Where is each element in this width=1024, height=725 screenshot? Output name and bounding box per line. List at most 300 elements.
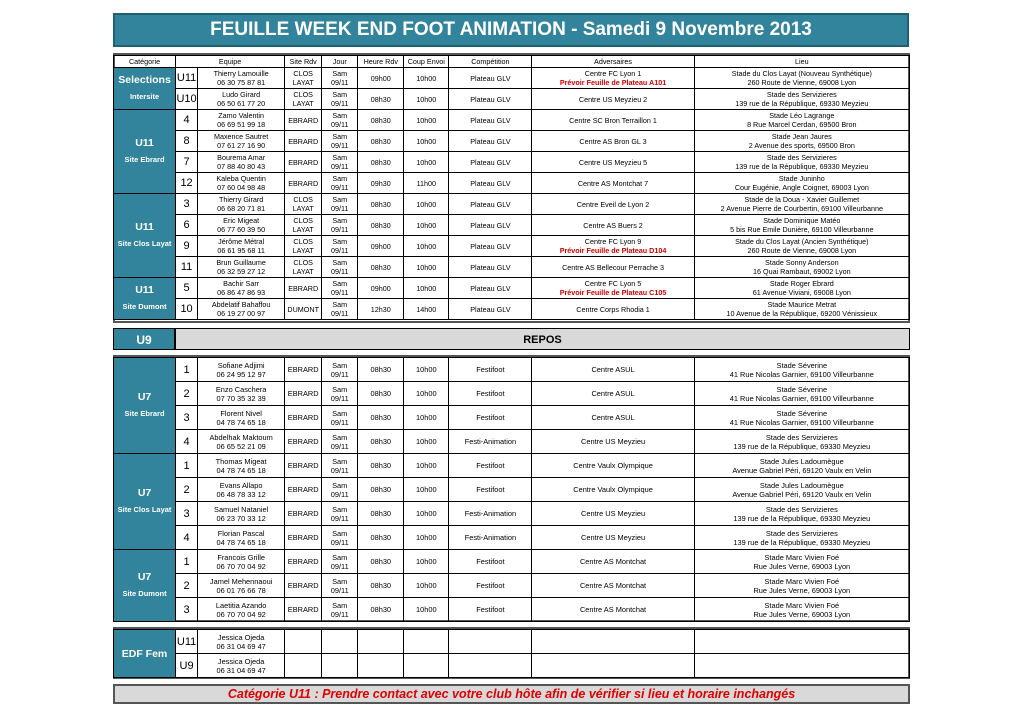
equipe-line2: 06 50 61 77 20 <box>217 99 266 108</box>
equipe-cell <box>198 550 285 574</box>
adversaire-line1: Centre SC Bron Terraillon 1 <box>569 115 657 125</box>
coup-envoi-cell: 10h00 <box>404 89 449 110</box>
lieu-line1: Stade Dominique Matéo <box>763 216 841 225</box>
jour-line1: Sam <box>332 360 348 370</box>
adversaire-line1: Centre ASUL <box>591 365 635 374</box>
team-number: 4 <box>176 110 198 131</box>
equipe-line1: Kaleba Quentin <box>216 174 266 183</box>
jour-cell <box>322 236 358 257</box>
lieu-line1: Stade Roger Ebrard <box>769 279 834 288</box>
adversaires-cell <box>532 68 694 89</box>
site-line2: LAYAT <box>292 225 314 234</box>
adversaire-line1: Centre AS Bellecour Perrache 3 <box>562 262 664 272</box>
equipe-line2: 06 77 60 39 50 <box>217 225 266 234</box>
coup-envoi-cell: 11h00 <box>404 173 449 194</box>
jour-line2: 09/11 <box>331 309 349 318</box>
jour-cell <box>322 630 358 654</box>
table-row <box>114 478 910 502</box>
category-label: U7 <box>137 391 152 403</box>
lieu-cell <box>694 89 909 110</box>
equipe-line1: Evans Allapo <box>219 480 263 490</box>
site-line1: CLOS <box>293 258 313 267</box>
adversaires-cell <box>532 502 694 526</box>
team-number: 10 <box>176 299 198 320</box>
adversaire-line1: Centre AS Bron GL 3 <box>579 136 647 146</box>
jour-line2: 09/11 <box>330 537 349 547</box>
jour-line1: Sam <box>332 552 348 562</box>
adversaires-cell <box>532 430 694 454</box>
jour-line1: Sam <box>332 600 348 610</box>
lieu-cell <box>694 550 909 574</box>
coup-envoi-cell: 10h00 <box>404 236 449 257</box>
table-row <box>114 654 910 678</box>
table-row <box>114 215 910 236</box>
team-number: 12 <box>176 173 198 194</box>
jour-cell <box>322 574 358 598</box>
lieu-cell <box>694 382 909 406</box>
site-line1: CLOS <box>293 195 313 204</box>
jour-line2: 09/11 <box>330 441 349 451</box>
jour-line1: Sam <box>332 132 348 141</box>
coup-envoi-cell: 10h00 <box>404 502 449 526</box>
table-row <box>114 152 910 173</box>
adversaires-cell <box>532 526 694 550</box>
site-line1: CLOS <box>293 216 313 225</box>
jour-line2: 09/11 <box>331 183 349 192</box>
lieu-line2: 2 Avenue des sports, 69500 Bron <box>748 141 855 150</box>
competition-cell: Plateau GLV <box>449 89 532 110</box>
site-line1: EBRARD <box>287 557 319 566</box>
coup-envoi-cell <box>404 654 449 678</box>
adversaires-cell <box>532 406 694 430</box>
site-line1: EBRARD <box>287 581 319 590</box>
site-rdv-cell <box>285 478 322 502</box>
jour-cell <box>322 654 358 678</box>
team-number: U11 <box>176 68 198 89</box>
equipe-cell <box>198 598 285 622</box>
table-row <box>114 550 910 574</box>
page-title: FEUILLE WEEK END FOOT ANIMATION - Samedi 9 Novembre 2013 <box>113 13 909 47</box>
site-rdv-cell <box>285 502 322 526</box>
competition-cell <box>449 654 532 678</box>
site-line1: CLOS <box>293 69 313 78</box>
adversaires-cell <box>532 173 694 194</box>
site-line1: CLOS <box>293 237 313 246</box>
lieu-cell <box>694 406 909 430</box>
competition-cell: Festifoot <box>449 358 532 382</box>
jour-cell <box>322 131 358 152</box>
category-cell <box>114 278 176 320</box>
lieu-line2: Rue Jules Verne, 69003 Lyon <box>753 609 851 619</box>
equipe-cell <box>198 68 285 89</box>
equipe-cell <box>198 630 285 654</box>
equipe-cell <box>198 654 285 678</box>
adversaires-cell <box>532 110 694 131</box>
team-number: 7 <box>176 152 198 173</box>
equipe-line1: Thomas Migeat <box>215 456 267 466</box>
jour-line2: 09/11 <box>330 465 349 475</box>
competition-cell: Plateau GLV <box>449 299 532 320</box>
competition-cell: Festifoot <box>449 550 532 574</box>
heure-rdv-cell: 09h00 <box>358 278 404 299</box>
adversaires-cell <box>532 236 694 257</box>
competition-cell: Festifoot <box>449 598 532 622</box>
site-rdv-cell <box>285 382 322 406</box>
site-line1: EBRARD <box>288 115 319 125</box>
lieu-line1: Stade des Servizieres <box>765 528 838 538</box>
coup-envoi-cell: 10h00 <box>404 406 449 430</box>
team-number: U10 <box>176 89 198 110</box>
adversaires-cell <box>532 194 694 215</box>
equipe-line1: Bourema Amar <box>217 153 266 162</box>
lieu-cell <box>694 574 909 598</box>
coup-envoi-cell: 10h00 <box>404 598 449 622</box>
jour-line1: Sam <box>332 456 348 466</box>
table-row <box>114 630 910 654</box>
lieu-cell <box>694 654 909 678</box>
lieu-line1: Stade Séverine <box>776 384 828 394</box>
lieu-line1: Stade des Servizieres <box>766 90 837 99</box>
header-2: Site Rdv <box>285 56 322 68</box>
coup-envoi-cell: 10h00 <box>404 550 449 574</box>
team-number: 3 <box>176 598 198 622</box>
lieu-cell <box>694 430 909 454</box>
adversaire-line1: Centre US Meyzieu <box>581 509 646 518</box>
jour-line1: Sam <box>332 237 348 246</box>
site-line1: EBRARD <box>287 509 319 518</box>
category-site: Site Dumont <box>122 589 167 598</box>
lieu-line1: Stade Marc Vivien Foé <box>764 600 840 610</box>
site-rdv-cell <box>285 278 322 299</box>
jour-cell <box>322 478 358 502</box>
site-rdv-cell <box>285 257 322 278</box>
site-rdv-cell <box>285 173 322 194</box>
lieu-line2: Avenue Gabriel Péri, 69120 Vaulx en Velin <box>732 465 872 475</box>
equipe-cell <box>198 152 285 173</box>
site-line1: EBRARD <box>287 365 319 374</box>
coup-envoi-cell: 10h00 <box>404 68 449 89</box>
equipe-line2: 06 61 95 68 11 <box>217 246 265 255</box>
heure-rdv-cell: 08h30 <box>358 110 404 131</box>
lieu-line2: Cour Eugénie, Angle Coignet, 69003 Lyon <box>734 183 869 192</box>
lieu-line2: 139 rue de la République, 69330 Meyzieu <box>733 513 871 523</box>
competition-cell: Plateau GLV <box>449 152 532 173</box>
header-1: Equipe <box>176 56 285 68</box>
site-rdv-cell <box>285 598 322 622</box>
lieu-cell <box>694 152 909 173</box>
competition-cell <box>449 630 532 654</box>
heure-rdv-cell <box>358 654 404 678</box>
site-rdv-cell <box>285 299 322 320</box>
lieu-cell <box>694 236 909 257</box>
competition-cell: Festifoot <box>449 382 532 406</box>
lieu-cell <box>694 502 909 526</box>
equipe-cell <box>198 502 285 526</box>
equipe-line1: Jérôme Métral <box>218 237 265 246</box>
equipe-line2: 04 78 74 65 18 <box>216 417 266 427</box>
site-line1: DUMONT <box>287 304 319 314</box>
schedule-table-u11 <box>113 55 910 320</box>
category-site: Intersite <box>129 92 160 101</box>
equipe-line2: 06 32 59 27 12 <box>217 267 266 276</box>
team-number: 9 <box>176 236 198 257</box>
jour-line1: Sam <box>332 153 348 162</box>
lieu-line2: 5 bis Rue Emile Dunière, 69100 Villeurbanne <box>730 225 874 234</box>
equipe-line1: Francois Grille <box>217 552 265 562</box>
site-line1: EBRARD <box>287 485 319 494</box>
jour-cell <box>322 152 358 173</box>
jour-line2: 09/11 <box>331 225 349 234</box>
site-line2: LAYAT <box>292 78 314 87</box>
adversaire-line1: Centre AS Montchat <box>579 605 647 614</box>
adversaires-cell <box>532 358 694 382</box>
jour-line2: 09/11 <box>331 141 349 150</box>
table-row <box>114 358 910 382</box>
equipe-line1: Florian Pascal <box>217 528 265 538</box>
site-rdv-cell <box>285 430 322 454</box>
lieu-line1: Stade Maurice Metrat <box>767 300 837 309</box>
table-row <box>114 574 910 598</box>
jour-cell <box>322 299 358 320</box>
coup-envoi-cell: 10h00 <box>404 110 449 131</box>
jour-line1: Sam <box>332 528 348 538</box>
jour-line1: Sam <box>332 174 348 183</box>
competition-cell: Plateau GLV <box>449 236 532 257</box>
jour-cell <box>322 550 358 574</box>
team-number: 2 <box>176 574 198 598</box>
table-row <box>114 430 910 454</box>
lieu-line2: Rue Jules Verne, 69003 Lyon <box>753 561 851 571</box>
equipe-line2: 06 24 95 12 97 <box>216 369 266 379</box>
equipe-cell <box>198 215 285 236</box>
lieu-line2: 139 rue de la République, 69330 Meyzieu <box>735 162 869 171</box>
lieu-line2: 41 Rue Nicolas Garnier, 69100 Villeurbanne <box>729 393 874 403</box>
jour-cell <box>322 257 358 278</box>
jour-line1: Sam <box>332 504 348 514</box>
heure-rdv-cell: 08h30 <box>358 194 404 215</box>
jour-line2: 09/11 <box>330 369 349 379</box>
jour-line2: 09/11 <box>330 393 349 403</box>
equipe-line2: 07 70 35 32 39 <box>216 393 266 403</box>
competition-cell: Plateau GLV <box>449 110 532 131</box>
heure-rdv-cell: 08h30 <box>358 257 404 278</box>
jour-line1: Sam <box>332 258 348 267</box>
category-site: Site Ebrard <box>124 409 165 418</box>
equipe-cell <box>198 358 285 382</box>
equipe-line1: Bachir Sarr <box>223 279 260 288</box>
competition-cell: Plateau GLV <box>449 278 532 299</box>
table-row <box>114 278 910 299</box>
team-number: 6 <box>176 215 198 236</box>
lieu-line1: Stade Jules Ladoumègue <box>759 456 844 466</box>
jour-cell <box>322 173 358 194</box>
adversaires-cell <box>532 630 694 654</box>
lieu-line2: 260 Route de Vienne, 69008 Lyon <box>747 246 857 255</box>
lieu-line1: Stade Séverine <box>776 360 828 370</box>
category-cell <box>114 194 176 278</box>
lieu-line2: 139 rue de la République, 69330 Meyzieu <box>735 99 869 108</box>
site-rdv-cell <box>285 358 322 382</box>
equipe-line2: 06 01 76 66 78 <box>216 585 266 595</box>
equipe-line2: 04 78 74 65 18 <box>216 537 266 547</box>
adversaire-line2: Prévoir Feuille de Plateau D104 <box>559 246 667 255</box>
equipe-cell <box>198 478 285 502</box>
equipe-line1: Jessica Ojeda <box>217 632 265 642</box>
heure-rdv-cell: 08h30 <box>358 215 404 236</box>
coup-envoi-cell: 14h00 <box>404 299 449 320</box>
site-rdv-cell <box>285 630 322 654</box>
table-row <box>114 194 910 215</box>
site-line1: CLOS <box>293 90 313 99</box>
lieu-line1: Stade Marc Vivien Foé <box>764 552 840 562</box>
lieu-line1: Stade Léo Lagrange <box>769 111 835 120</box>
site-line1: EBRARD <box>288 136 319 146</box>
heure-rdv-cell: 08h30 <box>358 598 404 622</box>
table-row <box>114 89 910 110</box>
equipe-line2: 06 23 70 33 12 <box>216 513 266 523</box>
lieu-cell <box>694 215 909 236</box>
lieu-cell <box>694 630 909 654</box>
team-number: 2 <box>176 382 198 406</box>
competition-cell: Plateau GLV <box>449 173 532 194</box>
heure-rdv-cell: 08h30 <box>358 89 404 110</box>
lieu-cell <box>694 194 909 215</box>
equipe-line2: 06 86 47 86 93 <box>217 288 266 297</box>
equipe-line1: Abdelhak Maktoum <box>209 432 273 442</box>
team-number: 11 <box>176 257 198 278</box>
lieu-cell <box>694 68 909 89</box>
team-number: 1 <box>176 358 198 382</box>
heure-rdv-cell: 09h00 <box>358 236 404 257</box>
jour-line2: 09/11 <box>331 120 349 129</box>
site-rdv-cell <box>285 526 322 550</box>
equipe-line2: 07 61 27 16 90 <box>217 141 266 150</box>
team-number: 1 <box>176 550 198 574</box>
jour-line2: 09/11 <box>331 246 349 255</box>
lieu-line1: Stade des Servizieres <box>766 153 837 162</box>
site-line1: EBRARD <box>288 178 319 188</box>
equipe-line2: 06 30 75 87 81 <box>217 78 266 87</box>
adversaires-cell <box>532 454 694 478</box>
lieu-cell <box>694 526 909 550</box>
jour-line1: Sam <box>332 111 348 120</box>
table-row <box>114 406 910 430</box>
adversaires-cell <box>532 574 694 598</box>
equipe-line2: 06 70 70 04 92 <box>216 609 266 619</box>
lieu-line2: 2 Avenue Pierre de Courbertin, 69100 Villeurbanne <box>720 204 883 213</box>
lieu-line2: 16 Quai Rambaut, 69002 Lyon <box>752 267 851 276</box>
equipe-line2: 07 60 04 98 48 <box>217 183 266 192</box>
adversaires-cell <box>532 215 694 236</box>
heure-rdv-cell: 08h30 <box>358 550 404 574</box>
jour-line2: 09/11 <box>330 489 349 499</box>
lieu-cell <box>694 131 909 152</box>
category-cell <box>114 68 176 110</box>
heure-rdv-cell: 09h00 <box>358 68 404 89</box>
team-number: 5 <box>176 278 198 299</box>
category-cell <box>114 110 176 194</box>
table-row <box>114 454 910 478</box>
team-number: 1 <box>176 454 198 478</box>
lieu-cell <box>694 173 909 194</box>
team-number: 2 <box>176 478 198 502</box>
lieu-cell <box>694 478 909 502</box>
adversaire-line1: Centre Eveil de Lyon 2 <box>576 199 650 209</box>
heure-rdv-cell: 12h30 <box>358 299 404 320</box>
category-cell <box>114 358 176 454</box>
category-site: Site Ebrard <box>124 155 165 164</box>
jour-line2: 09/11 <box>330 561 349 571</box>
adversaire-line1: Centre AS Montchat <box>579 557 647 566</box>
team-number: 3 <box>176 406 198 430</box>
lieu-cell <box>694 598 909 622</box>
team-number: 3 <box>176 194 198 215</box>
lieu-line2: 139 rue de la République, 69330 Meyzieu <box>733 537 871 547</box>
jour-cell <box>322 358 358 382</box>
adversaire-line1: Centre Corps Rhodia 1 <box>576 304 650 314</box>
lieu-line2: 61 Avenue Viviani, 69008 Lyon <box>752 288 851 297</box>
heure-rdv-cell: 08h30 <box>358 131 404 152</box>
header-8: Lieu <box>694 56 909 68</box>
equipe-line1: Brun Guillaume <box>216 258 266 267</box>
coup-envoi-cell: 10h00 <box>404 278 449 299</box>
lieu-line1: Stade de la Doua - Xavier Guillemet <box>744 195 860 204</box>
equipe-line1: Thierry Lamouille <box>213 69 269 78</box>
jour-cell <box>322 215 358 236</box>
category-label: U7 <box>137 487 152 499</box>
lieu-cell <box>694 257 909 278</box>
adversaires-cell <box>532 257 694 278</box>
equipe-line1: Zamo Valentin <box>218 111 265 120</box>
competition-cell: Plateau GLV <box>449 68 532 89</box>
jour-line1: Sam <box>332 90 348 99</box>
equipe-line2: 06 48 78 33 12 <box>216 489 266 499</box>
jour-cell <box>322 194 358 215</box>
header-7: Adversaires <box>532 56 694 68</box>
coup-envoi-cell: 10h00 <box>404 152 449 173</box>
jour-line1: Sam <box>332 69 348 78</box>
jour-line2: 09/11 <box>331 204 349 213</box>
lieu-line2: 8 Rue Marcel Cerdan, 69500 Bron <box>747 120 857 129</box>
jour-cell <box>322 406 358 430</box>
heure-rdv-cell: 08h30 <box>358 406 404 430</box>
jour-line2: 09/11 <box>330 513 349 523</box>
header-5: Coup Envoi <box>404 56 449 68</box>
schedule-table-u7 <box>113 357 910 622</box>
lieu-line2: 260 Route de Vienne, 69008 Lyon <box>747 78 857 87</box>
equipe-cell <box>198 257 285 278</box>
site-rdv-cell <box>285 406 322 430</box>
lieu-line1: Stade des Servizieres <box>765 504 838 514</box>
equipe-cell <box>198 382 285 406</box>
heure-rdv-cell: 08h30 <box>358 430 404 454</box>
team-number: 4 <box>176 430 198 454</box>
category-label: U11 <box>135 221 154 233</box>
jour-cell <box>322 526 358 550</box>
header-3: Jour <box>322 56 358 68</box>
adversaires-cell <box>532 478 694 502</box>
adversaire-line2: Prévoir Feuille de Plateau C105 <box>559 288 667 297</box>
site-rdv-cell <box>285 110 322 131</box>
coup-envoi-cell: 10h00 <box>404 430 449 454</box>
coup-envoi-cell: 10h00 <box>404 358 449 382</box>
site-rdv-cell <box>285 152 322 173</box>
site-rdv-cell <box>285 215 322 236</box>
equipe-cell <box>198 299 285 320</box>
site-line2: LAYAT <box>292 267 314 276</box>
jour-cell <box>322 110 358 131</box>
equipe-line1: Jamel Mehennaoui <box>209 576 273 586</box>
